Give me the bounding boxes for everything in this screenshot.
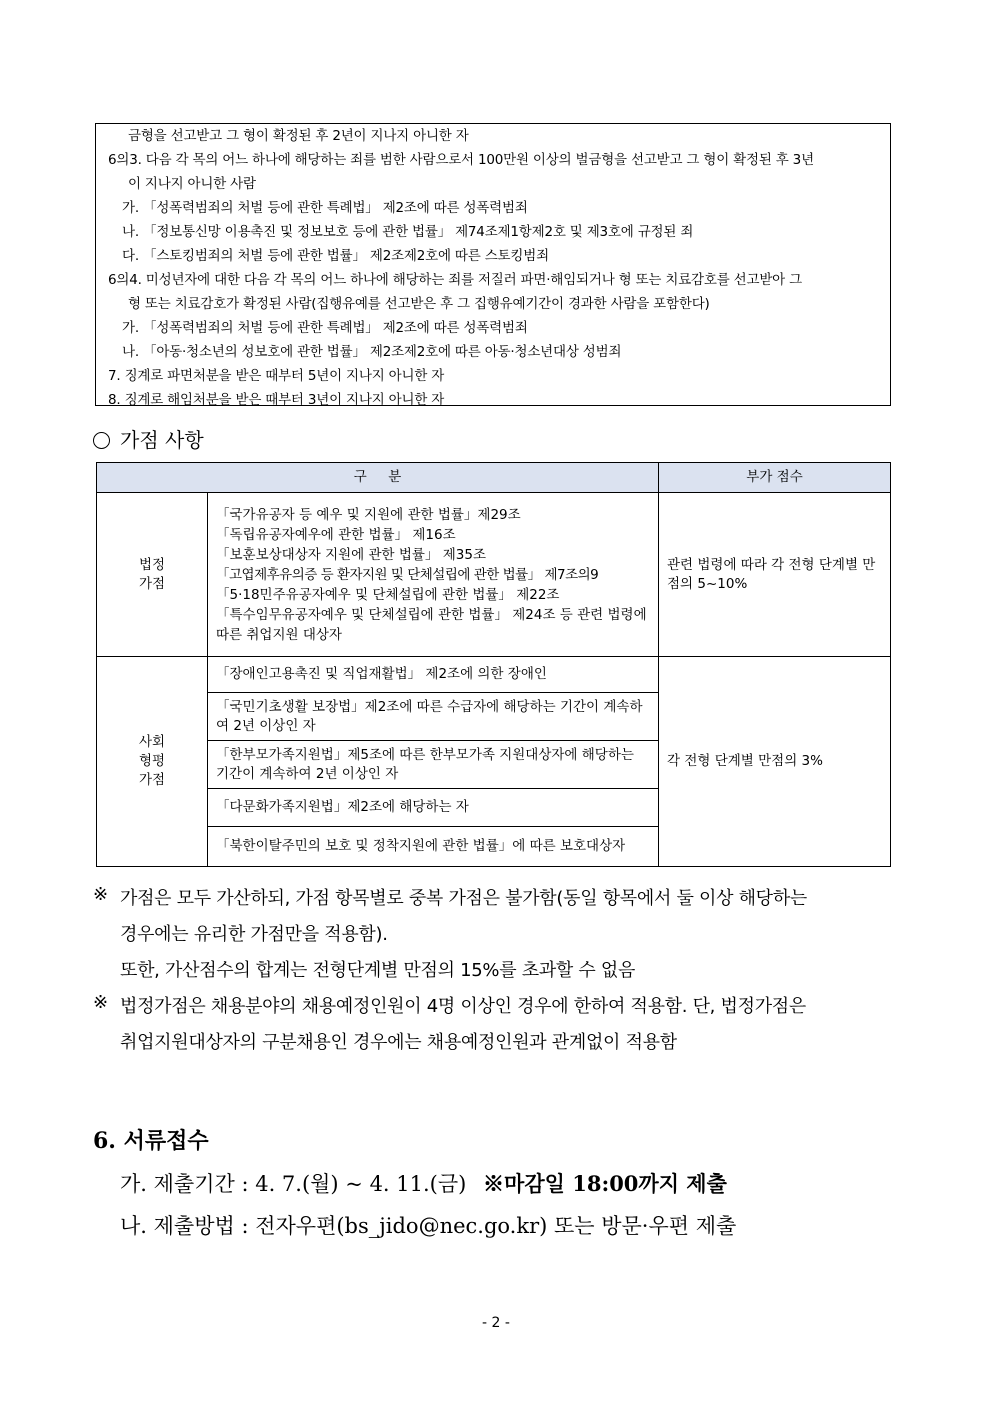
social-points: 각 전형 단계별 만점의 3% [659, 657, 891, 867]
table-row-social [97, 657, 891, 693]
social-item: 「장애인고용촉진 및 직업재활법」 제2조에 의한 장애인 [208, 657, 659, 693]
disq-line: 나. 「정보통신망 이용촉진 및 정보보호 등에 관한 법률」 제74조제1항제2호 및 제3호에 규정된 죄 [122, 224, 694, 240]
disq-line: 8. 징계로 해임처분을 받은 때부터 3년이 지나지 아니한 자 [108, 392, 445, 408]
note-line: 법정가점은 채용분야의 채용예정인원이 4명 이상인 경우에 한하여 적용함. 단, 법정가점은 [120, 996, 806, 1017]
submission-period [120, 1168, 727, 1198]
social-item: 「국민기초생활 보장법」제2조에 따른 수급자에 해당하는 기간이 계속하여 2년 이상인 자 [208, 693, 659, 741]
legal-item: 「국가유공자 등 예우 및 지원에 관한 법률」제29조 [216, 506, 521, 523]
social-label: 가점 [138, 772, 166, 788]
table-row-legal [97, 493, 891, 657]
disq-line: 금형을 선고받고 그 형이 확정된 후 2년이 지나지 아니한 자 [128, 128, 469, 144]
legal-item: 「5·18민주유공자예우 및 단체설립에 관한 법률」 제22조 [216, 586, 560, 603]
disq-line: 형 또는 치료감호가 확정된 사람(집행유예를 선고받은 후 그 집행유예기간이 경과한 사람을 포함한다) [128, 296, 710, 312]
legal-items [208, 493, 659, 657]
disq-line: 가. 「성폭력범죄의 처벌 등에 관한 특례법」 제2조에 따른 성폭력범죄 [122, 200, 528, 216]
legal-points: 관련 법령에 따라 각 전형 단계별 만점의 5~10% [659, 493, 891, 657]
legal-item: 「특수임무유공자예우 및 단체설립에 관한 법률」 제24조 등 관련 법령에 따른 취업지원 대상자 [216, 606, 647, 643]
note-mark: ※ [93, 992, 108, 1013]
disq-line: 나. 「아동·청소년의 성보호에 관한 법률」 제2조제2호에 따른 아동·청소년대상 성범죄 [122, 344, 622, 360]
social-item: 「북한이탈주민의 보호 및 정착지원에 관한 법률」에 따른 보호대상자 [208, 827, 659, 867]
disq-line: 6의3. 다음 각 목의 어느 하나에 해당하는 죄를 범한 사람으로서 100만원 이상의 벌금형을 선고받고 그 형이 확정된 후 3년 [108, 152, 814, 168]
social-label: 형평 [138, 753, 166, 769]
bonus-heading [93, 424, 204, 453]
circle-bullet-icon [93, 432, 110, 449]
social-label: 사회 [138, 734, 166, 750]
social-category [97, 657, 208, 867]
note-line: 취업지원대상자의 구분채용인 경우에는 채용예정인원과 관계없이 적용함 [120, 1032, 677, 1053]
social-item: 「한부모가족지원법」제5조에 따른 한부모가족 지원대상자에 해당하는 기간이 계속하여 2년 이상인 자 [208, 741, 659, 789]
note-line: 가점은 모두 가산하되, 가점 항목별로 중복 가점은 불가함(동일 항목에서 둘 이상 해당하는 [120, 888, 807, 909]
period-emphasis: ※마감일 18:00까지 제출 [483, 1171, 727, 1196]
header-points: 부가 점수 [659, 463, 891, 493]
page-number: - 2 - [482, 1315, 510, 1331]
disq-line: 7. 징계로 파면처분을 받은 때부터 5년이 지나지 아니한 자 [108, 368, 445, 384]
note-line: 또한, 가산점수의 합계는 전형단계별 만점의 15%를 초과할 수 없음 [120, 960, 636, 981]
legal-item: 「독립유공자예우에 관한 법률」 제16조 [216, 526, 456, 543]
table-header-row [97, 463, 891, 493]
legal-label: 법정 [138, 556, 166, 573]
disq-line: 가. 「성폭력범죄의 처벌 등에 관한 특례법」 제2조에 따른 성폭력범죄 [122, 320, 528, 336]
social-item: 「다문화가족지원법」제2조에 해당하는 자 [208, 789, 659, 827]
disq-line: 다. 「스토킹범죄의 처벌 등에 관한 법률」 제2조제2호에 따른 스토킹범죄 [122, 248, 549, 264]
legal-item: 「고엽제후유의증 등 환자지원 및 단체설립에 관한 법률」 제7조의9 [216, 566, 599, 583]
section-title: 6. 서류접수 [93, 1128, 209, 1154]
header-category: 구 분 [97, 463, 659, 493]
bonus-table [96, 462, 891, 867]
legal-label: 가점 [138, 575, 166, 592]
period-label: 가. 제출기간 : 4. 7.(월) ~ 4. 11.(금) [120, 1172, 467, 1196]
legal-category [97, 493, 208, 657]
disq-line: 이 지나지 아니한 사람 [128, 176, 256, 192]
note-mark: ※ [93, 884, 108, 905]
note-line: 경우에는 유리한 가점만을 적용함). [120, 924, 388, 945]
disq-line: 6의4. 미성년자에 대한 다음 각 목의 어느 하나에 해당하는 죄를 저질러 파면·해임되거나 형 또는 치료감호를 선고받아 그 [108, 272, 802, 288]
legal-item: 「보훈보상대상자 지원에 관한 법률」 제35조 [216, 546, 486, 563]
bonus-title: 가점 사항 [120, 428, 204, 452]
submission-method: 나. 제출방법 : 전자우편(bs_jido@nec.go.kr) 또는 방문·우편 제출 [120, 1214, 737, 1238]
disqualification-box [95, 123, 891, 406]
